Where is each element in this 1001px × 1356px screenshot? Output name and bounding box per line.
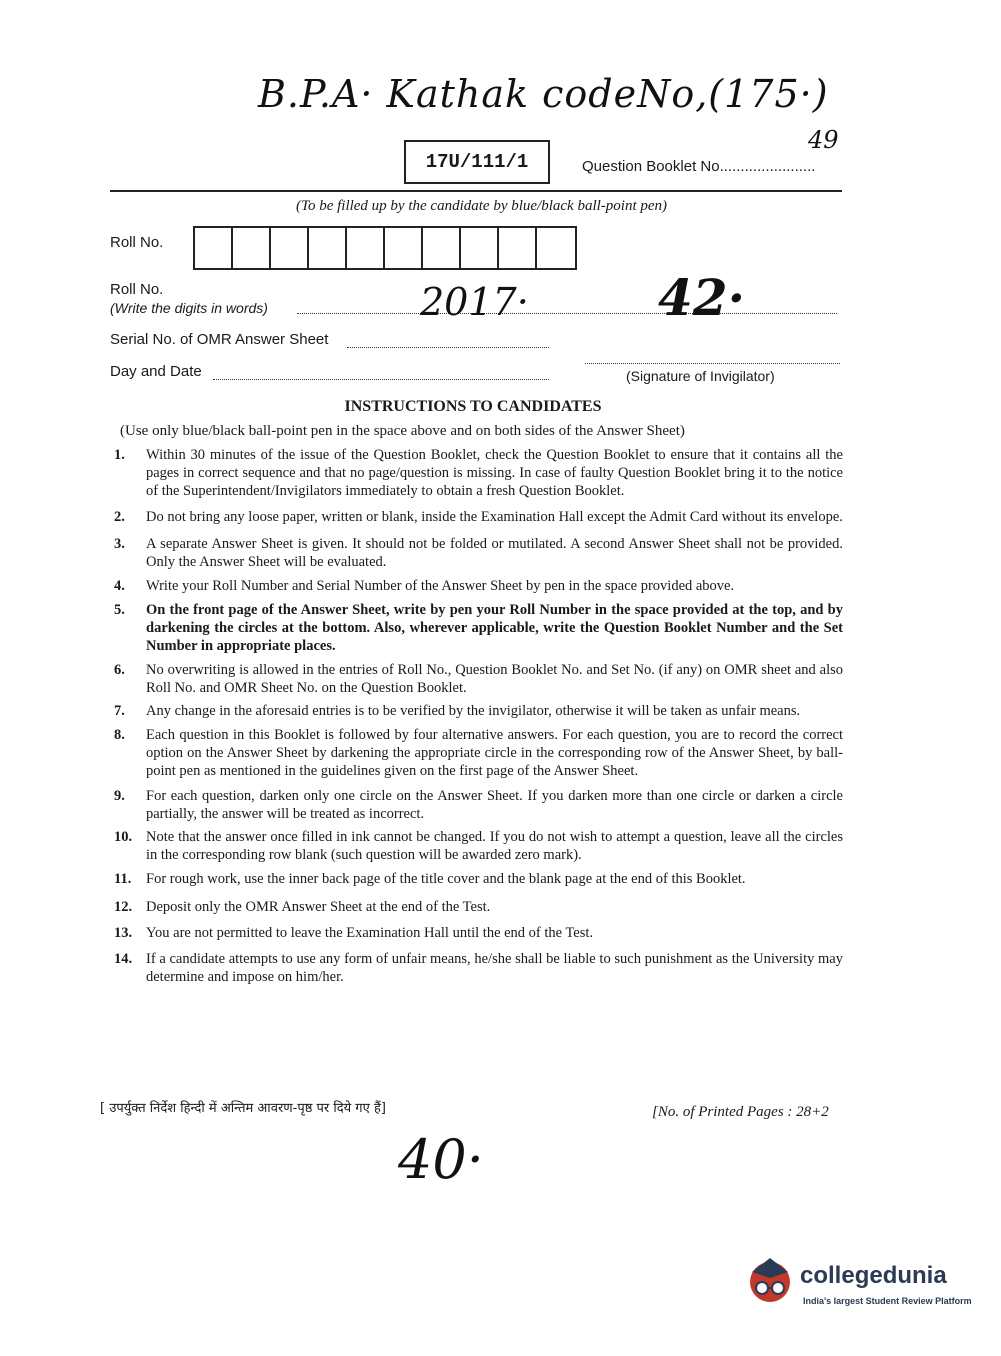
instruction-number: 3. [114, 536, 125, 552]
roll-number-label: Roll No. [110, 234, 164, 251]
instruction-number: 1. [114, 447, 125, 463]
instruction-item [108, 535, 843, 571]
roll-words-line [297, 313, 837, 314]
mascot-icon [750, 1258, 790, 1302]
instruction-text: On the front page of the Answer Sheet, write by pen your Roll Number in the space provided at the top, and by darkening the circles at the bottom. Also, wherever applicable, write the Question Booklet Number and the Set Number in appropriate places. [146, 602, 843, 654]
instruction-text: Deposit only the OMR Answer Sheet at the end of the Test. [146, 899, 491, 915]
roll-number-grid [193, 226, 577, 270]
instruction-number: 5. [114, 602, 125, 618]
instruction-text: Each question in this Booklet is followed by four alternative answers. For each question, you are to record the correct option on the Answer Sheet by darkening the appropriate circle in the corresponding row of the Answer Sheet, by ball-point pen as mentioned in the guidelines given on the first page of the Answer Sheet. [146, 727, 843, 779]
instruction-text: You are not permitted to leave the Examination Hall until the end of the Test. [146, 925, 594, 941]
instruction-item [108, 870, 843, 888]
roll-digit-box [461, 228, 499, 268]
signature-line [585, 363, 840, 364]
instruction-item [108, 508, 843, 526]
instruction-item [108, 446, 843, 500]
instruction-item [108, 726, 843, 780]
instruction-text: Any change in the aforesaid entries is to be verified by the invigilator, otherwise it will be taken as unfair means. [146, 703, 801, 719]
printed-pages-count: [No. of Printed Pages : 28+2 [652, 1104, 829, 1120]
instruction-text: A separate Answer Sheet is given. It should not be folded or mutilated. A second Answer Sheet shall not be provided. Only the Answer Sheet will be evaluated. [146, 536, 843, 570]
roll-digit-box [347, 228, 385, 268]
header-divider [110, 190, 842, 192]
instruction-item [108, 661, 843, 697]
instruction-number: 11. [114, 871, 132, 887]
instruction-item [108, 601, 843, 655]
omr-serial-line [347, 347, 549, 348]
instruction-number: 9. [114, 788, 125, 804]
omr-serial-label: Serial No. of OMR Answer Sheet [110, 331, 329, 348]
instruction-text: Note that the answer once filled in ink cannot be changed. If you do not wish to attempt a question, leave all the circles in the corresponding row blank (such question will be awarded zero mark). [146, 829, 843, 863]
day-date-line [213, 379, 549, 380]
roll-digit-box [195, 228, 233, 268]
instruction-item [108, 898, 843, 916]
instruction-number: 8. [114, 727, 125, 743]
instruction-item [108, 950, 843, 986]
hindi-note: [ उपर्युक्त निर्देश हिन्दी में अन्तिम आवरण-पृष्ठ पर दिये गए हैं] [100, 1101, 386, 1116]
logo-brand-text: collegedunia [800, 1262, 947, 1289]
roll-digit-box [271, 228, 309, 268]
instruction-item [108, 702, 843, 720]
roll-words-hint: (Write the digits in words) [110, 300, 268, 316]
instruction-item [108, 828, 843, 864]
instruction-number: 12. [114, 899, 133, 915]
instruction-number: 10. [114, 829, 133, 845]
roll-words-title: Roll No. [110, 281, 164, 298]
roll-digit-box [233, 228, 271, 268]
handwritten-roll-words-part2: 42· [658, 268, 745, 327]
instructions-heading: INSTRUCTIONS TO CANDIDATES [344, 398, 602, 415]
roll-digit-box [423, 228, 461, 268]
instruction-number: 6. [114, 662, 125, 678]
roll-digit-box [385, 228, 423, 268]
instruction-number: 7. [114, 703, 125, 719]
instruction-text: Do not bring any loose paper, written or blank, inside the Examination Hall except the Admit Card without its envelope. [146, 509, 843, 525]
instruction-number: 4. [114, 578, 125, 594]
booklet-code-box: 17U/111/1 [404, 140, 550, 184]
instruction-text: No overwriting is allowed in the entries of Roll No., Question Booklet No. and Set No. (if any) on OMR sheet and also Roll No. and OMR Sheet No. on the Question Booklet. [146, 662, 843, 696]
instruction-item [108, 787, 843, 823]
handwritten-course-title: B.P.A· Kathak codeNo,(175·) [258, 72, 829, 116]
instruction-item [108, 577, 843, 595]
handwritten-page-number: 49 [808, 126, 839, 154]
instruction-text: Within 30 minutes of the issue of the Question Booklet, check the Question Booklet to ensure that it contains all the pages in correct sequence and that no page/question is missing. In case of faulty Question Booklet bring it to the notice of the Superintendent/Invigilators immediately to obtain a fresh Question Booklet. [146, 447, 843, 499]
handwritten-total: 40· [398, 1128, 484, 1191]
logo-tagline: India's largest Student Review Platform [803, 1296, 972, 1306]
instruction-text: If a candidate attempts to use any form of unfair means, he/she shall be liable to such punishment as the University may determine and impose on him/her. [146, 951, 843, 985]
day-date-label: Day and Date [110, 363, 202, 380]
instruction-text: For each question, darken only one circle on the Answer Sheet. If you darken more than one circle or darken a circle partially, the answer will be treated as incorrect. [146, 788, 843, 822]
instruction-text: Write your Roll Number and Serial Number of the Answer Sheet by pen in the space provided above. [146, 578, 735, 594]
handwritten-roll-words-part1: 2017· [420, 280, 529, 324]
instructions-list [108, 446, 843, 986]
instruction-number: 14. [114, 951, 133, 967]
roll-digit-box [499, 228, 537, 268]
invigilator-signature-label: (Signature of Invigilator) [626, 368, 775, 384]
fill-instruction: (To be filled up by the candidate by blue/black ball-point pen) [295, 198, 668, 214]
roll-digit-box [309, 228, 347, 268]
question-booklet-number-field: Question Booklet No....................... [582, 158, 816, 175]
instruction-number: 2. [114, 509, 125, 525]
instruction-number: 13. [114, 925, 133, 941]
instructions-subheading: (Use only blue/black ball-point pen in the space above and on both sides of the Answer Sheet) [120, 423, 685, 439]
roll-words-label [110, 281, 268, 318]
instruction-item [108, 924, 843, 942]
roll-digit-box [537, 228, 575, 268]
instruction-text: For rough work, use the inner back page of the title cover and the blank page at the end of this Booklet. [146, 871, 746, 887]
